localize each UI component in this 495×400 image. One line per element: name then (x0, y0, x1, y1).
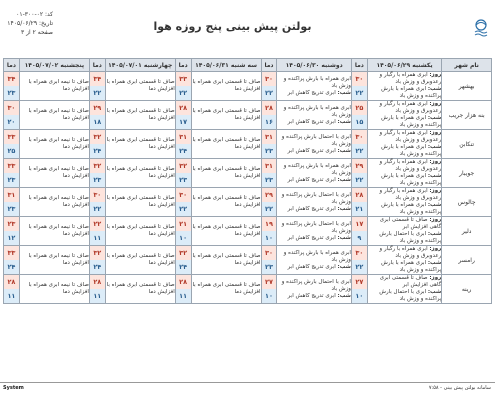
night-forecast-text: ابری همراه با بارش پراکنده و وزش باد (381, 144, 442, 157)
forecast-description (191, 130, 261, 159)
min-temperature: ۲۴ (176, 260, 191, 274)
forecast-description (19, 130, 89, 159)
night-forecast-text: ابری تدریج کاهش ابر (287, 176, 336, 183)
temperature-cell (175, 246, 191, 275)
forecast-description (19, 159, 89, 188)
day-forecast-text: ابری همراه با رگبار و رعدوبرق و وزش باد (379, 159, 442, 172)
max-temperature: ۲۷ (262, 275, 277, 289)
forecast-text: صاف تا قسمتی ابری همراه با افزایش دما (106, 282, 175, 295)
temperature-cell (261, 188, 277, 217)
forecast-description (105, 246, 175, 275)
temperature-cell (4, 217, 20, 246)
day-label: روز: (429, 275, 442, 281)
max-temperature: ۲۱ (176, 217, 191, 231)
night-forecast-text: ابری با احتمال بارش پراکنده و وزش باد (379, 289, 442, 302)
min-temperature: ۲۲ (90, 86, 105, 100)
night-label: شب: (337, 147, 351, 154)
forecast-description (277, 72, 352, 101)
forecast-description (191, 188, 261, 217)
max-temperature: ۳۱ (176, 130, 191, 144)
max-temperature: ۳۲ (176, 159, 191, 173)
column-header-day-3: سه شنبه ۱۴۰۵/۰۶/۳۱ (191, 59, 261, 72)
temperature-cell (261, 246, 277, 275)
city-name: جویبار (442, 159, 492, 188)
night-label: شب: (427, 144, 442, 150)
forecast-description (105, 130, 175, 159)
temperature-cell (351, 188, 367, 217)
min-temperature: ۱۲ (4, 231, 19, 245)
night-forecast-text: ابری تدریج کاهش ابر (287, 147, 336, 154)
temperature-cell (261, 72, 277, 101)
forecast-description (191, 159, 261, 188)
temperature-cell (261, 101, 277, 130)
column-header-temp: دما (89, 59, 105, 72)
forecast-description (105, 217, 175, 246)
max-temperature: ۳۳ (4, 130, 19, 144)
max-temperature: ۳۱ (4, 188, 19, 202)
column-header-temp: دما (261, 59, 277, 72)
forecast-description (19, 246, 89, 275)
max-temperature: ۳۴ (90, 72, 105, 86)
temperature-cell (89, 217, 105, 246)
forecast-text: صاف تا نیمه ابری همراه با افزایش دما (28, 166, 89, 179)
night-label: شب: (427, 260, 442, 266)
forecast-text: صاف تا قسمتی ابری همراه با افزایش دما (192, 253, 261, 266)
min-temperature: ۱۰ (176, 231, 191, 245)
column-header-day-1: یکشنبه ۱۴۰۵/۰۶/۲۹ (367, 59, 442, 72)
day-forecast-text: ابری همراه با بارش پراکنده و وزش باد (283, 162, 351, 176)
max-temperature: ۲۸ (352, 188, 367, 202)
min-temperature: ۲۴ (4, 260, 19, 274)
forecast-description (105, 101, 175, 130)
forecast-text: صاف تا قسمتی ابری همراه با افزایش دما (192, 282, 261, 295)
min-temperature: ۲۳ (4, 202, 19, 216)
temperature-cell (4, 246, 20, 275)
forecast-text: صاف تا نیمه ابری همراه با افزایش دما (28, 137, 89, 150)
footer-system-label: System (3, 385, 24, 391)
temperature-cell (175, 72, 191, 101)
forecast-text: صاف تا قسمتی ابری همراه با افزایش دما (106, 79, 175, 92)
max-temperature: ۲۳ (4, 217, 19, 231)
day-forecast-text: ابری همراه با بارش پراکنده و وزش باد (283, 75, 351, 89)
max-temperature: ۳۰ (262, 72, 277, 86)
city-name: تنکابن (442, 130, 492, 159)
temperature-cell (175, 275, 191, 304)
forecast-description (367, 246, 442, 275)
column-header-day-2: دوشنبه ۱۴۰۵/۰۶/۳۰ (277, 59, 352, 72)
forecast-description (191, 101, 261, 130)
night-label: شب: (337, 176, 351, 183)
max-temperature: ۲۸ (176, 275, 191, 289)
forecast-description (105, 188, 175, 217)
day-forecast-text: ابری همراه با رگبار و رعدوبرق و وزش باد (379, 72, 442, 85)
min-temperature: ۲۳ (262, 144, 277, 158)
min-temperature: ۲۲ (176, 202, 191, 216)
temperature-cell (351, 101, 367, 130)
min-temperature: ۲۲ (176, 86, 191, 100)
temperature-cell (89, 275, 105, 304)
min-temperature: ۲۰ (4, 115, 19, 129)
city-name: بنه هزار جریب (442, 101, 492, 130)
forecast-description (191, 275, 261, 304)
day-label: روز: (429, 188, 442, 194)
forecast-description (367, 101, 442, 130)
day-forecast-text: ابری همراه با رگبار و رعدوبرق و وزش باد (379, 188, 442, 201)
night-forecast-text: ابری همراه با بارش پراکنده و وزش باد (381, 173, 442, 186)
forecast-description (19, 275, 89, 304)
max-temperature: ۳۰ (352, 246, 367, 260)
footer-divider (0, 382, 495, 383)
forecast-description (277, 188, 352, 217)
min-temperature: ۲۴ (176, 144, 191, 158)
min-temperature: ۲۳ (176, 173, 191, 187)
night-forecast-text: ابری تدریج کاهش ابر (287, 89, 336, 96)
night-label: شب: (337, 263, 351, 270)
forecast-description (277, 101, 352, 130)
document-meta (3, 10, 53, 37)
table-header-row (4, 59, 492, 72)
min-temperature: ۲۲ (352, 86, 367, 100)
night-forecast-text: ابری با احتمال بارش پراکنده و وزش باد (379, 231, 442, 244)
max-temperature: ۳۳ (176, 72, 191, 86)
temperature-cell (89, 159, 105, 188)
day-forecast-text: ابری با احتمال بارش پراکنده و وزش باد (281, 220, 351, 234)
min-temperature: ۱۱ (4, 289, 19, 303)
forecast-description (367, 275, 442, 304)
forecast-description (367, 159, 442, 188)
min-temperature: ۱۱ (90, 231, 105, 245)
min-temperature: ۱۱ (90, 289, 105, 303)
forecast-text: صاف تا قسمتی ابری همراه با افزایش دما (192, 195, 261, 208)
table-row (4, 275, 492, 304)
forecast-text: صاف تا قسمتی ابری همراه با افزایش دما (106, 137, 175, 150)
max-temperature: ۲۲ (90, 217, 105, 231)
min-temperature: ۱۱ (176, 289, 191, 303)
forecast-description (277, 159, 352, 188)
min-temperature: ۲۵ (4, 144, 19, 158)
max-temperature: ۲۵ (352, 101, 367, 115)
temperature-cell (175, 217, 191, 246)
meteorological-organization-logo-icon (473, 19, 489, 37)
night-forecast-text: ابری همراه با بارش پراکنده و وزش باد (381, 260, 442, 273)
temperature-cell (4, 101, 20, 130)
max-temperature: ۲۹ (262, 188, 277, 202)
day-forecast-text: صاف تا قسمتی ابری گاهی افزایش ابر (379, 275, 442, 288)
forecast-description (277, 130, 352, 159)
table-row (4, 188, 492, 217)
table-row (4, 159, 492, 188)
forecast-description (277, 246, 352, 275)
temperature-cell (89, 130, 105, 159)
night-forecast-text: ابری تدریج کاهش ابر (287, 205, 336, 212)
forecast-text: صاف تا قسمتی ابری همراه با افزایش دما (192, 108, 261, 121)
day-label: روز: (429, 159, 442, 165)
min-temperature: ۱۵ (352, 115, 367, 129)
temperature-cell (89, 72, 105, 101)
max-temperature: ۳۳ (4, 246, 19, 260)
document-code: کد: ۰۲-۳۰۰-۰۱ (16, 11, 53, 18)
max-temperature: ۳۲ (90, 246, 105, 260)
night-label: شب: (337, 205, 351, 212)
temperature-cell (351, 72, 367, 101)
temperature-cell (351, 130, 367, 159)
forecast-table (3, 58, 492, 304)
max-temperature: ۲۸ (90, 275, 105, 289)
temperature-cell (4, 275, 20, 304)
city-name: رینه (442, 275, 492, 304)
day-forecast-text: ابری همراه با بارش پراکنده و وزش باد (283, 249, 351, 263)
temperature-cell (89, 188, 105, 217)
forecast-description (105, 159, 175, 188)
forecast-text: صاف تا قسمتی ابری همراه با افزایش دما (192, 137, 261, 150)
temperature-cell (261, 130, 277, 159)
forecast-text: صاف تا قسمتی ابری همراه با افزایش دما (106, 166, 175, 179)
max-temperature: ۳۰ (352, 130, 367, 144)
min-temperature: ۱۰ (352, 289, 367, 303)
forecast-description (367, 188, 442, 217)
temperature-cell (4, 130, 20, 159)
column-header-temp: دما (351, 59, 367, 72)
min-temperature: ۱۶ (262, 115, 277, 129)
night-forecast-text: ابری تدریج کاهش ابر (287, 234, 336, 241)
forecast-description (19, 101, 89, 130)
max-temperature: ۳۲ (90, 130, 105, 144)
table-row (4, 72, 492, 101)
forecast-text: صاف تا نیمه ابری همراه با افزایش دما (28, 253, 89, 266)
bulletin-header (0, 0, 495, 52)
night-label: شب: (427, 115, 442, 121)
temperature-cell (351, 246, 367, 275)
forecast-description (277, 217, 352, 246)
forecast-description (19, 217, 89, 246)
night-forecast-text: ابری تدریج کاهش ابر (287, 292, 336, 299)
day-forecast-text: ابری همراه با بارش پراکنده و وزش باد (283, 104, 351, 118)
max-temperature: ۳۴ (4, 72, 19, 86)
table-row (4, 101, 492, 130)
day-forecast-text: ابری همراه با رگبار و رعدوبرق و وزش باد (379, 101, 442, 114)
min-temperature: ۲۲ (352, 173, 367, 187)
forecast-text: صاف تا قسمتی ابری همراه با افزایش دما (192, 79, 261, 92)
max-temperature: ۲۸ (262, 101, 277, 115)
temperature-cell (351, 159, 367, 188)
day-forecast-text: ابری همراه با رگبار و رعدوبرق و وزش باد (379, 246, 442, 259)
day-label: روز: (429, 246, 442, 252)
max-temperature: ۲۹ (352, 159, 367, 173)
footer-timestamp: سامانه بولتن پیش بینی - ۷:۵۸ (428, 385, 491, 391)
max-temperature: ۱۷ (352, 217, 367, 231)
night-forecast-text: ابری همراه با بارش پراکنده و وزش باد (381, 202, 442, 215)
temperature-cell (261, 159, 277, 188)
night-label: شب: (427, 173, 442, 179)
forecast-text: صاف تا قسمتی ابری همراه با افزایش دما (106, 253, 175, 266)
temperature-cell (4, 159, 20, 188)
min-temperature: ۲۴ (90, 144, 105, 158)
temperature-cell (261, 217, 277, 246)
min-temperature: ۱۰ (262, 289, 277, 303)
temperature-cell (4, 72, 20, 101)
min-temperature: ۲۲ (352, 144, 367, 158)
max-temperature: ۳۲ (90, 159, 105, 173)
max-temperature: ۱۹ (262, 217, 277, 231)
forecast-description (277, 275, 352, 304)
night-label: شب: (427, 86, 442, 92)
forecast-text: صاف تا قسمتی ابری همراه با افزایش دما (192, 224, 261, 237)
min-temperature: ۲۲ (90, 202, 105, 216)
forecast-description (191, 217, 261, 246)
column-header-temp: دما (175, 59, 191, 72)
night-label: شب: (337, 118, 351, 125)
day-forecast-text: ابری با احتمال بارش پراکنده و وزش باد (281, 278, 351, 292)
document-date: تاریخ: ۱۴۰۵/۰۶/۲۹ (7, 20, 53, 27)
column-header-city: نام شهر (442, 59, 492, 72)
max-temperature: ۲۷ (352, 275, 367, 289)
forecast-description (191, 72, 261, 101)
forecast-description (191, 246, 261, 275)
temperature-cell (175, 130, 191, 159)
temperature-cell (175, 188, 191, 217)
forecast-description (105, 275, 175, 304)
min-temperature: ۹ (352, 231, 367, 245)
forecast-text: صاف تا قسمتی ابری همراه با افزایش دما (192, 166, 261, 179)
min-temperature: ۲۳ (262, 260, 277, 274)
max-temperature: ۳۰ (4, 101, 19, 115)
forecast-description (367, 217, 442, 246)
temperature-cell (175, 101, 191, 130)
day-forecast-text: ابری همراه با رگبار و رعدوبرق و وزش باد (379, 130, 442, 143)
day-label: روز: (429, 101, 442, 107)
column-header-day-4: چهارشنبه ۱۴۰۵/۰۷/۰۱ (105, 59, 175, 72)
min-temperature: ۲۳ (4, 86, 19, 100)
temperature-cell (4, 188, 20, 217)
forecast-text: صاف تا نیمه ابری همراه با افزایش دما (28, 224, 89, 237)
day-label: روز: (429, 72, 442, 78)
forecast-text: صاف تا نیمه ابری همراه با افزایش دما (28, 79, 89, 92)
max-temperature: ۲۸ (4, 275, 19, 289)
min-temperature: ۲۳ (90, 173, 105, 187)
temperature-cell (351, 217, 367, 246)
min-temperature: ۲۲ (352, 260, 367, 274)
night-label: شب: (337, 89, 351, 96)
forecast-description (367, 130, 442, 159)
min-temperature: ۲۲ (262, 202, 277, 216)
page-number: صفحه ۲ از ۳ (21, 29, 53, 36)
forecast-description (19, 188, 89, 217)
forecast-description (105, 72, 175, 101)
day-label: روز: (429, 130, 442, 136)
temperature-cell (175, 159, 191, 188)
night-forecast-text: ابری همراه با بارش پراکنده و وزش باد (381, 115, 442, 128)
temperature-cell (89, 101, 105, 130)
max-temperature: ۳۳ (4, 159, 19, 173)
max-temperature: ۳۱ (262, 130, 277, 144)
night-forecast-text: ابری تدریج کاهش ابر (287, 263, 336, 270)
night-label: شب: (427, 231, 442, 237)
city-name: دلیر (442, 217, 492, 246)
night-forecast-text: ابری همراه با بارش پراکنده و وزش باد (381, 86, 442, 99)
max-temperature: ۳۲ (176, 246, 191, 260)
day-forecast-text: ابری با احتمال بارش پراکنده و وزش باد (281, 191, 351, 205)
min-temperature: ۱۷ (176, 115, 191, 129)
min-temperature: ۲۴ (90, 260, 105, 274)
city-name: چالوس (442, 188, 492, 217)
forecast-text: صاف تا قسمتی ابری همراه با افزایش دما (106, 195, 175, 208)
forecast-description (367, 72, 442, 101)
table-row (4, 246, 492, 275)
forecast-text: صاف تا قسمتی ابری همراه با افزایش دما (106, 108, 175, 121)
organization-logo (455, 14, 491, 42)
column-header-temp: دما (4, 59, 20, 72)
max-temperature: ۳۰ (352, 72, 367, 86)
night-label: شب: (337, 234, 351, 241)
temperature-cell (89, 246, 105, 275)
min-temperature: ۱۸ (90, 115, 105, 129)
max-temperature: ۲۹ (90, 101, 105, 115)
day-forecast-text: ابری با احتمال بارش پراکنده و وزش باد (281, 133, 351, 147)
min-temperature: ۱۰ (262, 231, 277, 245)
forecast-text: صاف تا نیمه ابری همراه با افزایش دما (28, 195, 89, 208)
max-temperature: ۳۰ (176, 188, 191, 202)
forecast-text: صاف تا نیمه ابری همراه با افزایش دما (28, 108, 89, 121)
forecast-description (19, 72, 89, 101)
min-temperature: ۲۳ (262, 173, 277, 187)
night-label: شب: (427, 202, 442, 208)
day-label: روز: (429, 217, 442, 223)
min-temperature: ۲۲ (262, 86, 277, 100)
forecast-text: صاف تا نیمه ابری همراه با افزایش دما (28, 282, 89, 295)
max-temperature: ۳۰ (262, 246, 277, 260)
max-temperature: ۳۰ (90, 188, 105, 202)
page-title: بولتن پیش بینی پنج روزه هوا (153, 20, 312, 33)
night-label: شب: (427, 289, 442, 295)
temperature-cell (261, 275, 277, 304)
temperature-cell (351, 275, 367, 304)
max-temperature: ۳۱ (262, 159, 277, 173)
forecast-text: صاف تا قسمتی ابری همراه با افزایش دما (106, 224, 175, 237)
table-row (4, 130, 492, 159)
max-temperature: ۲۸ (176, 101, 191, 115)
table-row (4, 217, 492, 246)
min-temperature: ۲۱ (352, 202, 367, 216)
night-forecast-text: ابری تدریج کاهش ابر (287, 118, 336, 125)
night-label: شب: (337, 292, 351, 299)
city-name: رامسر (442, 246, 492, 275)
day-forecast-text: صاف تا قسمتی ابری گاهی افزایش ابر (379, 217, 442, 230)
min-temperature: ۲۳ (4, 173, 19, 187)
city-name: بهشهر (442, 72, 492, 101)
column-header-day-5: پنجشنبه ۱۴۰۵/۰۷/۰۲ (19, 59, 89, 72)
